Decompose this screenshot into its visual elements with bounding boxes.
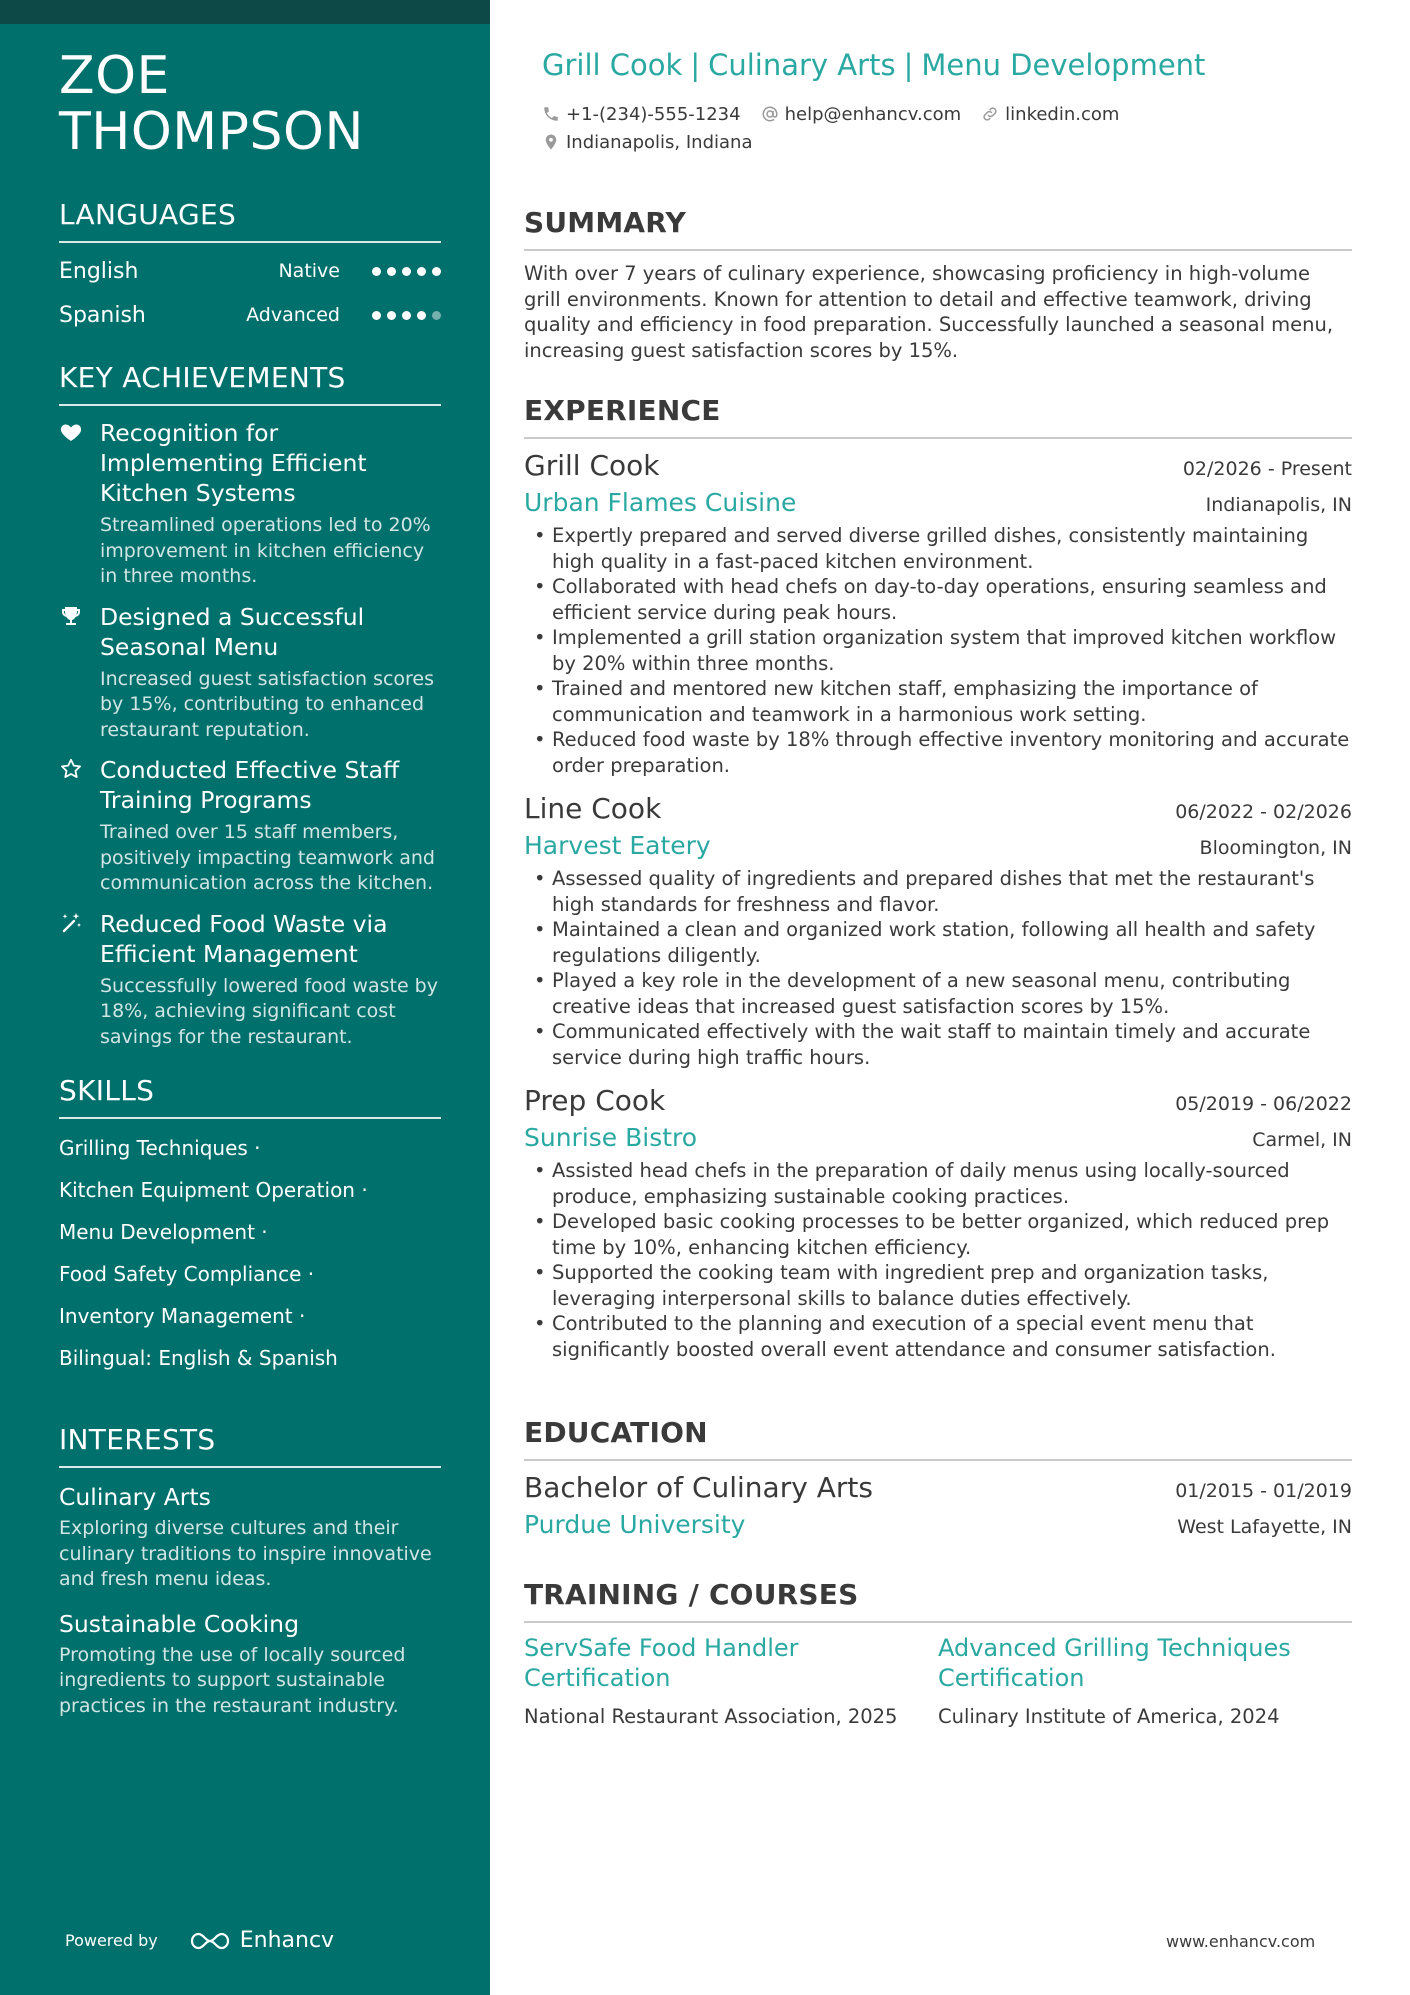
bullet-item: • Maintained a clean and organized work station, following all health and safety regulations diligently.: [524, 917, 1352, 968]
achievement-item: [59, 602, 441, 744]
headline: [542, 48, 1205, 82]
rating-dot: [432, 267, 441, 276]
language-level: Native: [278, 260, 340, 282]
job-title: Line Cook: [524, 792, 662, 825]
course-item: [938, 1633, 1352, 1728]
school-location: West Lafayette, IN: [1177, 1516, 1352, 1538]
skill-item: Grilling Techniques ·: [59, 1136, 261, 1160]
bullet-item: • Collaborated with head chefs on day-to-day operations, ensuring seamless and efficient service during peak hours.: [524, 574, 1352, 625]
interest-title: Sustainable Cooking: [59, 1609, 299, 1638]
course-provider: Culinary Institute of America, 2024: [938, 1705, 1280, 1728]
language-rating: [372, 267, 441, 276]
powered-by: [65, 1928, 334, 1953]
interests-section: [59, 1423, 441, 1719]
company-name: Harvest Eatery: [524, 831, 711, 860]
contact-info: [542, 100, 1119, 156]
enhancv-logo[interactable]: [188, 1928, 334, 1953]
skill-item: Kitchen Equipment Operation ·: [59, 1178, 368, 1202]
language-name: English: [59, 258, 139, 284]
bullet-item: • Contributed to the planning and execution of a special event menu that significantly boosted overall event attendance and consumer satisfaction.: [524, 1311, 1352, 1362]
degree-title: Bachelor of Culinary Arts: [524, 1471, 873, 1504]
footer-website[interactable]: www.enhancv.com: [1166, 1932, 1316, 1951]
enhancv-logo-icon: [188, 1929, 232, 1953]
rating-dot: [402, 267, 411, 276]
job-entry: [524, 1084, 1352, 1362]
magic-wand-icon: [59, 909, 100, 1051]
bullet-item: • Implemented a grill station organization system that improved kitchen workflow by 20% within three months.: [524, 625, 1352, 676]
headline-specialty: Menu Development: [921, 48, 1206, 82]
rating-dot: [372, 311, 381, 320]
sidebar: [0, 0, 490, 1995]
bullet-item: • Developed basic cooking processes to be better organized, which reduced prep time by 10%, enhancing kitchen efficiency.: [524, 1209, 1352, 1260]
achievement-item: [59, 755, 441, 897]
rating-dot: [432, 311, 441, 320]
training-section: [524, 1578, 1352, 1728]
headline-role: Grill Cook: [542, 48, 683, 82]
company-name: Urban Flames Cuisine: [524, 488, 797, 517]
interest-title: Culinary Arts: [59, 1483, 211, 1511]
education-dates: 01/2015 - 01/2019: [1175, 1480, 1352, 1502]
training-heading: TRAINING / COURSES: [524, 1578, 1352, 1623]
at-icon: [761, 105, 779, 123]
phone-icon: [542, 105, 560, 123]
interest-item: [59, 1482, 441, 1593]
course-title: Advanced Grilling Techniques Certification: [938, 1634, 1291, 1692]
powered-by-label: Powered by: [65, 1931, 158, 1950]
achievement-title: Designed a Successful Seasonal Menu: [100, 602, 365, 661]
headline-separator: |: [690, 48, 701, 82]
job-bullets: [524, 523, 1352, 778]
heart-icon: [59, 418, 100, 590]
first-name: ZOE: [59, 46, 170, 106]
rating-dot: [417, 311, 426, 320]
summary-heading: SUMMARY: [524, 206, 1352, 251]
email-item[interactable]: [761, 104, 962, 125]
website-text: linkedin.com: [1005, 103, 1120, 125]
star-icon: [59, 755, 100, 897]
location-pin-icon: [542, 133, 560, 151]
experience-section: [524, 394, 1352, 1362]
achievement-desc: Increased guest satisfaction scores by 15%, contributing to enhanced restaurant reputation.: [100, 667, 435, 741]
company-name: Sunrise Bistro: [524, 1123, 698, 1152]
summary-text: With over 7 years of culinary experience, showcasing proficiency in high-volume grill environments. Known for attention to detail and effective teamwork, driving quality and efficiency in food preparation. Successfully launched a seasonal menu, increasing guest satisfaction scores by 15%.: [524, 262, 1334, 362]
job-dates: 06/2022 - 02/2026: [1175, 801, 1352, 823]
bullet-item: • Communicated effectively with the wait staff to maintain timely and accurate service during high traffic hours.: [524, 1019, 1352, 1070]
language-level: Advanced: [246, 304, 340, 326]
course-provider: National Restaurant Association, 2025: [524, 1705, 898, 1728]
achievement-desc: Streamlined operations led to 20% improvement in kitchen efficiency in three months.: [100, 514, 431, 587]
school-name: Purdue University: [524, 1510, 746, 1539]
course-title: ServSafe Food Handler Certification: [524, 1634, 799, 1692]
language-item: [59, 249, 441, 293]
bullet-item: • Trained and mentored new kitchen staff, emphasizing the importance of communication and teamwork in a harmonious work setting.: [524, 676, 1352, 727]
language-rating: [372, 311, 441, 320]
achievement-item: [59, 909, 441, 1051]
languages-heading: LANGUAGES: [59, 198, 441, 243]
bullet-item: • Supported the cooking team with ingredient prep and organization tasks, leveraging interpersonal skills to balance duties effectively.: [524, 1260, 1352, 1311]
interests-heading: INTERESTS: [59, 1423, 441, 1468]
job-entry: [524, 792, 1352, 1070]
interest-desc: Promoting the use of locally sourced ingredients to support sustainable practices in the restaurant industry.: [59, 1643, 406, 1717]
achievements-heading: KEY ACHIEVEMENTS: [59, 361, 441, 406]
job-bullets: [524, 866, 1352, 1070]
sidebar-top-bar: [0, 0, 490, 24]
bullet-item: • Reduced food waste by 18% through effective inventory monitoring and accurate order preparation.: [524, 727, 1352, 778]
achievement-title: Conducted Effective Staff Training Programs: [100, 756, 400, 814]
education-entry: [524, 1471, 1352, 1539]
interest-desc: Exploring diverse cultures and their culinary traditions to inspire innovative and fresh menu ideas.: [59, 1517, 432, 1590]
education-section: [524, 1416, 1352, 1539]
achievements-section: [59, 361, 441, 1050]
job-location: Bloomington, IN: [1199, 837, 1352, 859]
link-icon: [981, 105, 999, 123]
language-name: Spanish: [59, 302, 146, 328]
course-item: [524, 1633, 938, 1728]
achievement-item: [59, 418, 441, 590]
summary-section: [524, 206, 1352, 363]
headline-separator: |: [903, 48, 914, 82]
skill-item: Bilingual: English & Spanish: [59, 1346, 338, 1370]
rating-dot: [402, 311, 411, 320]
bullet-item: • Played a key role in the development of a new seasonal menu, contributing creative ideas that increased guest satisfaction scores by 15%.: [524, 968, 1352, 1019]
email-text: help@enhancv.com: [784, 103, 962, 125]
achievement-title: Recognition for Implementing Efficient Kitchen Systems: [100, 419, 367, 507]
rating-dot: [387, 267, 396, 276]
skill-item: Menu Development ·: [59, 1220, 268, 1244]
bullet-item: • Assisted head chefs in the preparation of daily menus using locally-sourced produce, emphasizing sustainable cooking practices.: [524, 1158, 1352, 1209]
location-text: Indianapolis, Indiana: [566, 131, 753, 153]
achievement-title: Reduced Food Waste via Efficient Management: [100, 909, 388, 968]
candidate-name: [59, 48, 441, 160]
education-heading: EDUCATION: [524, 1416, 1352, 1461]
rating-dot: [417, 267, 426, 276]
last-name: THOMPSON: [59, 102, 364, 162]
achievement-desc: Successfully lowered food waste by 18%, achieving significant cost savings for the restaurant.: [100, 974, 438, 1048]
language-item: [59, 293, 441, 337]
phone-item[interactable]: [542, 104, 741, 125]
rating-dot: [372, 267, 381, 276]
bullet-item: • Assessed quality of ingredients and prepared dishes that met the restaurant's high standards for freshness and flavor.: [524, 866, 1352, 917]
skill-item: Food Safety Compliance ·: [59, 1262, 315, 1286]
skills-section: [59, 1074, 441, 1379]
achievement-desc: Trained over 15 staff members, positively impacting teamwork and communication across the kitchen.: [100, 821, 435, 894]
phone-text: +1-(234)-555-1234: [566, 103, 741, 125]
job-title: Prep Cook: [524, 1084, 666, 1117]
job-location: Carmel, IN: [1252, 1129, 1352, 1151]
location-item: [542, 132, 753, 153]
job-title: Grill Cook: [524, 449, 660, 482]
trophy-icon: [59, 602, 100, 744]
job-bullets: [524, 1158, 1352, 1362]
rating-dot: [387, 311, 396, 320]
job-entry: [524, 449, 1352, 778]
enhancv-brand: Enhancv: [239, 1928, 335, 1953]
experience-heading: EXPERIENCE: [524, 394, 1352, 439]
headline-field: Culinary Arts: [708, 48, 896, 82]
job-location: Indianapolis, IN: [1205, 494, 1352, 516]
interest-item: [59, 1609, 441, 1720]
job-dates: 02/2026 - Present: [1182, 458, 1352, 480]
job-dates: 05/2019 - 06/2022: [1175, 1093, 1352, 1115]
bullet-item: • Expertly prepared and served diverse grilled dishes, consistently maintaining high quality in a fast-paced kitchen environment.: [524, 523, 1352, 574]
skills-heading: SKILLS: [59, 1074, 441, 1119]
languages-section: [59, 198, 441, 337]
website-item[interactable]: [981, 104, 1119, 125]
skill-item: Inventory Management ·: [59, 1304, 306, 1328]
